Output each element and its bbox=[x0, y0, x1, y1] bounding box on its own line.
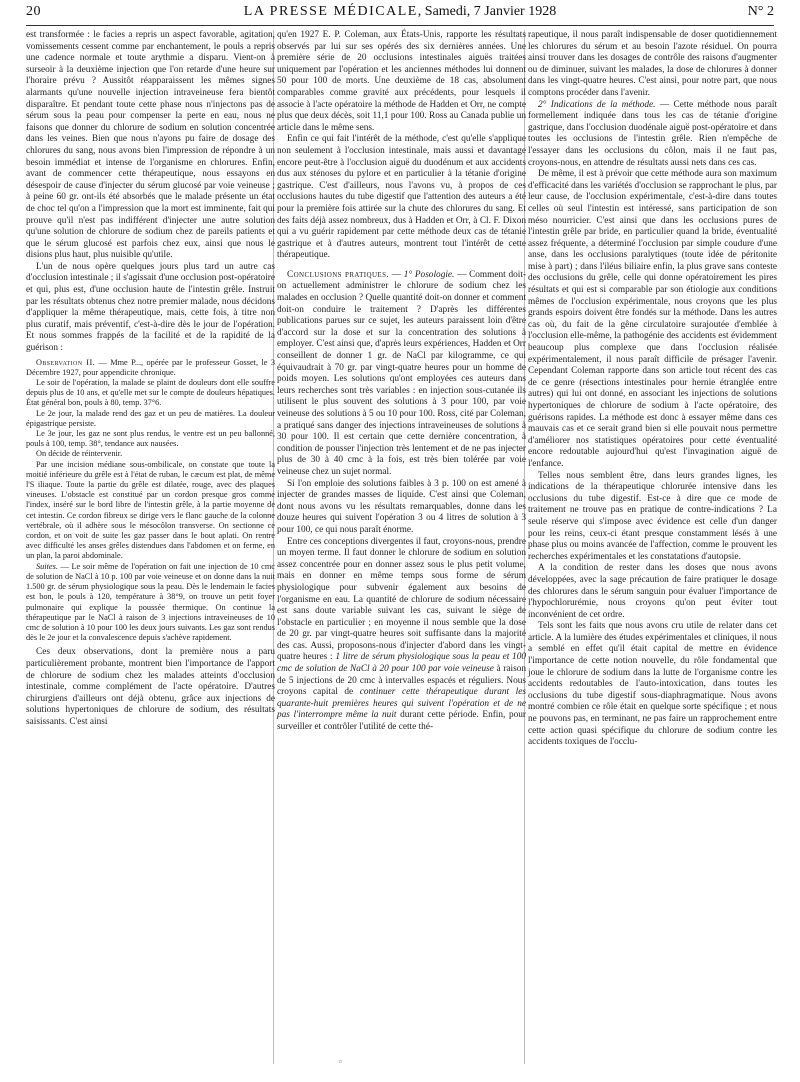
paragraph-emphasis: 1 litre de sérum physiologique sous la peau et 100 cmc de solution de NaCl à 20 pour 100 par voie veineuse bbox=[277, 652, 526, 675]
issue-number: N° 2 bbox=[747, 4, 774, 19]
observation-paragraph: On décide de réintervenir. bbox=[36, 449, 123, 459]
paragraph: Telles nous semblent être, dans leurs grandes lignes, les indications de la thérapeutique chlorurée intensive dans les occlusions du tube digestif. Est-ce à dire que ce mode de traitement ne trouve pas en pratique de contre-indications ? La seule réserve qui s'impose avec évidence est celle d'un danger pour les reins, ceux-ci étant presque constamment lésés à une phase plus ou moins avancée de l'affection, comme le prouvent les recherches expérimentales et les constatations d'autopsie. bbox=[528, 470, 777, 562]
paragraph: Si l'on emploie des solutions faibles à 3 p. 100 on est amené à injecter de grandes masses de liquide. C'est ainsi que Coleman, dont nous avons vu les résultats remarquables, donne dans les douze heures qui suivent l'opération 3 ou 4 litres de solution à 3 pour 100, ce qui nous paraît énorme. bbox=[277, 478, 526, 535]
observation-paragraph: Le 3e jour, les gaz ne sont plus rendus, le ventre est un peu ballonné, pouls à 100, temp. 38°, tendance aux nausées. bbox=[26, 429, 275, 449]
observation-paragraph: — Le soir même de l'opération on fait une injection de 10 cmc de solution de NaCl à 10 p. 100 par voie veineuse et on donne dans la nuit 1.500 gr. de sérum physiologique sous la peau. Dès le lendemain le facies est bon, le pouls à 120, température à 38°9, on trouve un petit foyer pulmonaire qui explique la poussée thermique. On continue la thérapeutique par le NaCl à raison de 3 injections intraveineuses de 10 cmc de solution à 10 pour 100 les deux jours suivants. Les gaz sont rendus dès le 2e jour et la convalescence depuis s'achève rapidement. bbox=[26, 561, 275, 643]
paragraph: Tels sont les faits que nous avons cru utile de relater dans cet article. A la lumière des études expérimentales et cliniques, il nous a semblé en effet qu'il était capital de mettre en évidence l'importance de cette notion nouvelle, du rôle fondamental que joue le chlorure de sodium dans la lutte de l'organisme contre les accidents redoutables de l'auto-intoxication, dans toutes les occlusions du tube digestif sous-diaphragmatique. Nous avons montré combien ce rôle était en quelque sorte spécifique ; et nous ne pouvons pas, en terminant, ne pas faire un rapprochement entre cette action quasi spécifique du chlorure de sodium contre les accidents toxiques de l'occlu- bbox=[528, 621, 777, 748]
page-number: 20 bbox=[26, 4, 41, 19]
paragraph-part: durant cette période. Enfin, pour surveiller et contrôler l'utilité de cette thé- bbox=[277, 710, 527, 733]
paragraph: Enfin ce qui fait l'intérêt de la méthode, c'est qu'elle s'applique non seulement à l'occlusion intestinale, mais aussi et davantage encore peut-être à l'occlusion aiguë du duodénum et aux accidents dus aux sténoses du pylore et en particulier à la tétanie d'origine gastrique. C'est d'ailleurs, nous l'avons vu, à propos de ces occlusions hautes du tube digestif que l'attention des auteurs a été pour la première fois attirée sur la chute des chlorures du sang. Et des faits déjà assez nombreux, dus à Hadden et Orr, à Cl. F. Dixon qui a vu guérir rapidement par cette méthode deux cas de tétanie gastrique et à d'autres auteurs, montrent tout l'intérêt de cette thérapeutique. bbox=[277, 134, 526, 261]
observation-block bbox=[26, 358, 275, 644]
observation-intro: — Mme P..., opérée par le professeur Gosset, le 3 Décembre 1927, pour appendicite chronique. bbox=[26, 357, 276, 377]
issue-date: , Samedi, 7 Janvier 1928 bbox=[417, 4, 557, 19]
paragraph: A la condition de rester dans les doses que nous avons développées, avec la sage précaution de faire pratiquer le dosage des chlorures dans le sérum sanguin pour évaluer l'importance de l'hypochlorurémie, nous croyons qu'on peut éviter tout inconvénient de cet ordre. bbox=[528, 563, 777, 620]
paragraph-emphasis: continuer cette thérapeutique durant les quarante-huit premières heures qui suivent l'opération et de ne pas l'interrompre même la nuit bbox=[277, 687, 526, 721]
running-header bbox=[26, 4, 774, 26]
suites-label: Suites. bbox=[36, 561, 58, 571]
column-3 bbox=[528, 30, 777, 749]
paragraph: rapeutique, il nous paraît indispensable de doser quotidiennement les chlorures du sérum et au besoin l'azote résiduel. On pourra ainsi trouver dans les dosages de contrôle des raisons d'augmenter ou de diminuer, suivant les malades, la dose de chlorures à donner dans les vingt-quatre heures. C'est ainsi, pour notre part, que nous comptons procéder dans l'avenir. bbox=[528, 30, 777, 98]
column-1 bbox=[26, 30, 275, 728]
observation-paragraph: Le 2e jour, la malade rend des gaz et un peu de matières. La douleur épigastrique persiste. bbox=[26, 408, 275, 428]
paragraph: Ces deux observations, dont la première nous a paru particulièrement probante, montrent bien l'importance de l'apport de chlorure de sodium chez les malades atteints d'occlusion intestinale, comme complément de l'acte opératoire. D'autres chirurgiens d'ailleurs ont déjà obtenu, grâce aux injections de solutions hypertoniques de chlorure de sodium, des résultats saisissants. C'est ainsi bbox=[26, 647, 275, 727]
paragraph: L'un de nous opère quelques jours plus tard un autre cas d'occlusion intestinale ; il s'agissait d'une occlusion post-opératoire et qui, plus est, d'une occlusion haute de l'intestin grêle. Instruit par les résultats obtenus chez notre premier malade, nous décidons d'appliquer la même thérapeutique, mais, cette fois, à titre non plus curatif, mais préventif, c'est-à-dire dès le jour de l'opération. Et nous sommes frappés de la facilité et de la rapidité de la guérison : bbox=[26, 261, 276, 354]
paragraph: — Cette méthode nous paraît formellement indiquée dans tous les cas de tétanie d'origine gastrique, dans l'occlusion duodénale aiguë post-opératoire et dans toutes les occlusions de l'intestin grêle. Rien n'empêche de l'essayer dans les occlusions du côlon, mais il ne faut pas, croyons-nous, en attendre de résultats aussi nets dans ces cas. bbox=[528, 99, 777, 168]
posologie-heading: 1° Posologie. bbox=[403, 269, 455, 280]
header-rule bbox=[26, 25, 774, 26]
observation-label: Observation II. bbox=[36, 357, 96, 367]
journal-title-line bbox=[26, 4, 774, 20]
column-2: qu'en 1927 E. P. Coleman, aux États-Unis, rapporte les résultats observés par lui sur ses opérés des six dernières années. Une première série de 20 occlusions intestinales aiguës traitées uniquement par l'opération et les anciennes méthodes lui donnent 50 pour 100 de morts. Une deuxième de 18 cas, absolument comparables comme gravité aux précédents, pour lesquels il associe à l'acte opératoire la méthode de Hadden et Orr, ne compte plus que deux décès, soit 11,1 pour 100. Ross au Canada publie un article dans le même sens. Enfin ce qui fait l'intérêt de la méthode, c'est qu'elle s'applique non seulement à l'occlusion intestinale, mais aussi et davantage encore peut-être à l'occlusion aiguë du duodénum et aux accidents dus aux sténoses du pylore et en particulier à la tétanie d'origine gastrique. C'est d'ailleurs, nous l'avons vu, à propos de ces occlusions hautes du tube digestif que l'attention des auteurs a été pour la première fois attirée sur la chute des chlorures du sang. Et des faits déjà assez nombreux, dus à Hadden et Orr, à Cl. F. Dixon qui a vu guérir rapidement par cette méthode deux cas de tétanie gastrique et à d'autres auteurs, montrent tout l'intérêt de cette thérapeutique. Conclusions pratiques. — 1° Posologie. — Comment doit-on actuellement administrer le chlorure de sodium chez les malades en occlusion ? Quelle quantité doit-on donner et comment doit-on conduire le traitement ? D'après les différentes publications parues sur ce sujet, les auteurs paraissent loin d'être d'accord sur la dose et sur la concentration des solutions à employer. C'est ainsi que, d'après leurs expériences, Hadden et Orr conseillent de donner 1 gr. de NaCl par kilogramme, ce qui équivaudrait à 70 gr. par vingt-quatre heures pour un homme de poids moyen. Les solutions qu'ont employées ces auteurs dans leurs recherches sont très variables : en injection sous-cutanée ils utilisent le plus souvent des solutions à 3 pour 100, par voie veineuse des solutions à 5 ou 10 pour 100. Ross, cité par Coleman, a pratiqué sans danger des injections intraveineuses de solutions à 30 pour 100. Il est certain que cette dernière concentration, à condition de pousser l'injection très lentement et de ne pas injecter plus de 30 à 40 cmc à la fois, est très bien tolérée par voie veineuse chez un sujet normal. Si l'on emploie des solutions faibles à 3 p. 100 on est amené à injecter de grandes masses de liquide. C'est ainsi que Coleman, dont nous avons vu les résultats remarquables, donne dans les douze heures qui suivent l'opération 3 ou 4 litres de solution à 3 pour 100, ce qui nous paraît énorme. Entre ces conceptions divergentes il faut, croyons-nous, prendre un moyen terme. Il faut donner le chlorure de sodium en solution assez concentrée pour en donner assez sous le plus petit volume, mais en donner en même temps sous forme de sérum physiologique pour subvenir également aux besoins de l'organisme en eau. La quantité de chlorure de sodium nécessaire est sans doute variable suivant les cas, suivant le siège de l'obstacle en particulier ; en moyenne il nous semble que la dose de 20 gr. par vingt-quatre heures soit suffisante dans la majorité des cas. Aussi, proposons-nous d'injecter d'abord dans les vingt-quatre heures : 1 litre de sérum physiologique sous la peau et 100 cmc de solution de NaCl à 20 pour 100 par voie veineuse à raison de 5 injections de 20 cmc à intervalles espacés et réguliers. Nous croyons capital de continuer cette thérapeutique durant les quarante-huit premières heures qui suivent l'opération et de ne pas l'interrompre même la nuit durant cette période. Enfin, pour surveiller et contrôler l'utilité de cette thé- bbox=[277, 30, 527, 733]
journal-title: LA PRESSE MÉDICALE bbox=[243, 4, 418, 19]
conclusions-heading: Conclusions pratiques. bbox=[287, 269, 390, 280]
paragraph: qu'en 1927 E. P. Coleman, aux États-Unis, rapporte les résultats observés par lui sur ses opérés des six dernières années. Une première série de 20 occlusions intestinales aiguës traitées uniquement par l'opération et les anciennes méthodes lui donnent 50 pour 100 de morts. Une deuxième de 18 cas, absolument comparables comme gravité aux précédents, pour lesquels il associe à l'acte opératoire la méthode de Hadden et Orr, ne compte plus que deux décès, soit 11,1 pour 100. Ross au Canada publie un article dans le même sens. bbox=[277, 30, 526, 133]
observation-paragraph: Le soir de l'opération, la malade se plaint de douleurs dont elle souffre depuis plus de 10 ans, et qu'elle met sur le compte de douleurs hépatiques. État général bon, pouls à 80, temp. 37°6. bbox=[26, 378, 275, 408]
paragraph-part: à raison de 5 injections de 20 cmc à intervalles espacés et réguliers. Nous croyons capital de bbox=[277, 664, 526, 698]
observation-paragraph: Par une incision médiane sous-ombilicale, on constate que toute la moitié inférieure du grêle est à l'état de ruban, le cæcum est plat, de même l'S iliaque. Toute la partie du grêle est dilatée, rouge, avec des plaques vineuses. L'obstacle est constitué par un cordon presque gros comme l'index, inséré sur le bord libre de l'intestin grêle, à la partie moyenne de cet intestin. Ce cordon fibreux se dirige vers le flanc gauche de la colonne vertébrale, où il adhère sous le mésocôlon transverse. On sectionne ce cordon, et on voit de suite les gaz passer dans le bout aplati. On rentre avec difficulté les anses grêles distendues dans l'abdomen et on ferme, en un plan, la paroi abdominale. bbox=[26, 459, 275, 561]
paragraph: — Comment doit-on actuellement administrer le chlorure de sodium chez les malades en occlusion ? Quelle quantité doit-on donner et comment doit-on conduire le traitement ? D'après les différentes publications parues sur ce sujet, les auteurs paraissent loin d'être d'accord sur la dose et sur la concentration des solutions à employer. C'est ainsi que, d'après leurs expériences, Hadden et Orr conseillent de donner 1 gr. de NaCl par kilogramme, ce qui équivaudrait à 70 gr. par vingt-quatre heures pour un homme de poids moyen. Les solutions qu'ont employées ces auteurs dans leurs recherches sont très variables : en injection sous-cutanée ils utilisent le plus souvent des solutions à 3 pour 100, par voie veineuse des solutions à 5 ou 10 pour 100. Ross, cité par Coleman, a pratiqué sans danger des injections intraveineuses de solutions à 30 pour 100. Il est certain que cette dernière concentration, à condition de pousser l'injection très lentement et de ne pas injecter plus de 30 à 40 cmc à la fois, est très bien tolérée par voie veineuse chez un sujet normal. bbox=[277, 269, 526, 477]
indications-heading: 2° Indications de la méthode. bbox=[538, 99, 656, 110]
paragraph-part: Entre ces conceptions divergentes il faut, croyons-nous, prendre un moyen terme. Il faut donner le chlorure de sodium en solution assez concentrée pour en donner assez sous le plus petit volume, mais en donner en même temps sous forme de sérum physiologique pour subvenir également aux besoins de l'organisme en eau. La quantité de chlorure de sodium nécessaire est sans doute variable suivant les cas, suivant le siège de l'obstacle en particulier ; en moyenne il nous semble que la dose de 20 gr. par vingt-quatre heures soit suffisante dans la majorité des cas. Aussi, proposons-nous d'injecter d'abord dans les vingt-quatre heures : bbox=[277, 536, 526, 663]
paragraph: est transformée : le facies a repris un aspect favorable, agitation, vomissements cessent comme par enchantement, le pouls a repris une cadence normale et toute arythmie a disparu. Vient-on à surseoir à la deuxième injection que l'on retarde d'une heure sur l'horaire prévu ? Aussitôt réapparaissent les mêmes signes alarmants qu'une nouvelle injection intraveineuse fera bientôt disparaître. Et pendant toute cette phase nous n'injectons pas de sérum sous la peau pour compenser la perte en eau, nous ne faisons que donner du chlorure de sodium en solution concentrée dans les veines. Bien que nous n'ayons pu faire de dosage des chlorures du sang, nous avons bien l'impression de répondre à un besoin immédiat et intense de l'organisme en chlorures. Enfin, avant de commencer cette thérapeutique, nous essayons en désespoir de cause d'injecter du sérum glucosé par voie veineuse ; à peine 60 gr. ont-ils été absorbés que le malade présente un état de choc tel qu'on a l'impression que la mort est imminente, fait qui prouve qu'il n'est pas indifférent d'injecter une autre solution qu'une solution de chlorure de sodium chez de pareils patients et que le sérum glucosé est parfois chez eux, ainsi que nous le disions plus haut, plus nuisible qu'utile. bbox=[26, 30, 275, 261]
paragraph: De même, il est à prévoir que cette méthode aura son maximum d'efficacité dans les variétés d'occlusion se rapprochant le plus, par leur cause, de l'occlusion expérimentale, c'est-à-dire dans toutes celles où seul l'intestin est intéressé, sans participation de son méso nourricier. C'est ainsi que dans les occlusions pures de l'intestin grêle par bride, en particulier quand la bride, éventualité assez fréquente, a déterminé l'occlusion par simple coudure d'une anse, dans les occlusions paralytiques (toute idée de péritonite mise à part) ; dans l'iléus biliaire enfin, la plus grave sans conteste des occlusions du grêle, celle qui donne opératoirement les pires résultats et qui est si comparable par son étiologie aux conditions mêmes de l'occlusion expérimentale, nous croyons que les plus grands espoirs doivent être fondés sur la méthode. Dans les autres cas où, du fait de la gêne circulatoire surajoutée d'emblée à l'occlusion elle-même, la pathogénie des accidents est évidemment beaucoup plus complexe que dans l'occlusion réalisée expérimentalement, il nous paraît difficile de présager l'avenir. Cependant Coleman rapporte dans son article tout récent des cas de ce genre (résections intestinales pour hernie étranglée entre autres) qui lui ont donné, en associant les injections de solutions hypertoniques de chlorure de sodium à l'acte opératoire, des guérisons rapides. La méthode est donc à essayer même dans ces mauvais cas et ce serait grand bien si elle pouvait nous permettre d'améliorer nos statistiques opératoires pour cette éventualité encore redoutable aujourd'hui qu'est l'invagination aiguë de l'enfance. bbox=[528, 169, 777, 469]
footer-ornament: ◦ bbox=[338, 1058, 344, 1068]
